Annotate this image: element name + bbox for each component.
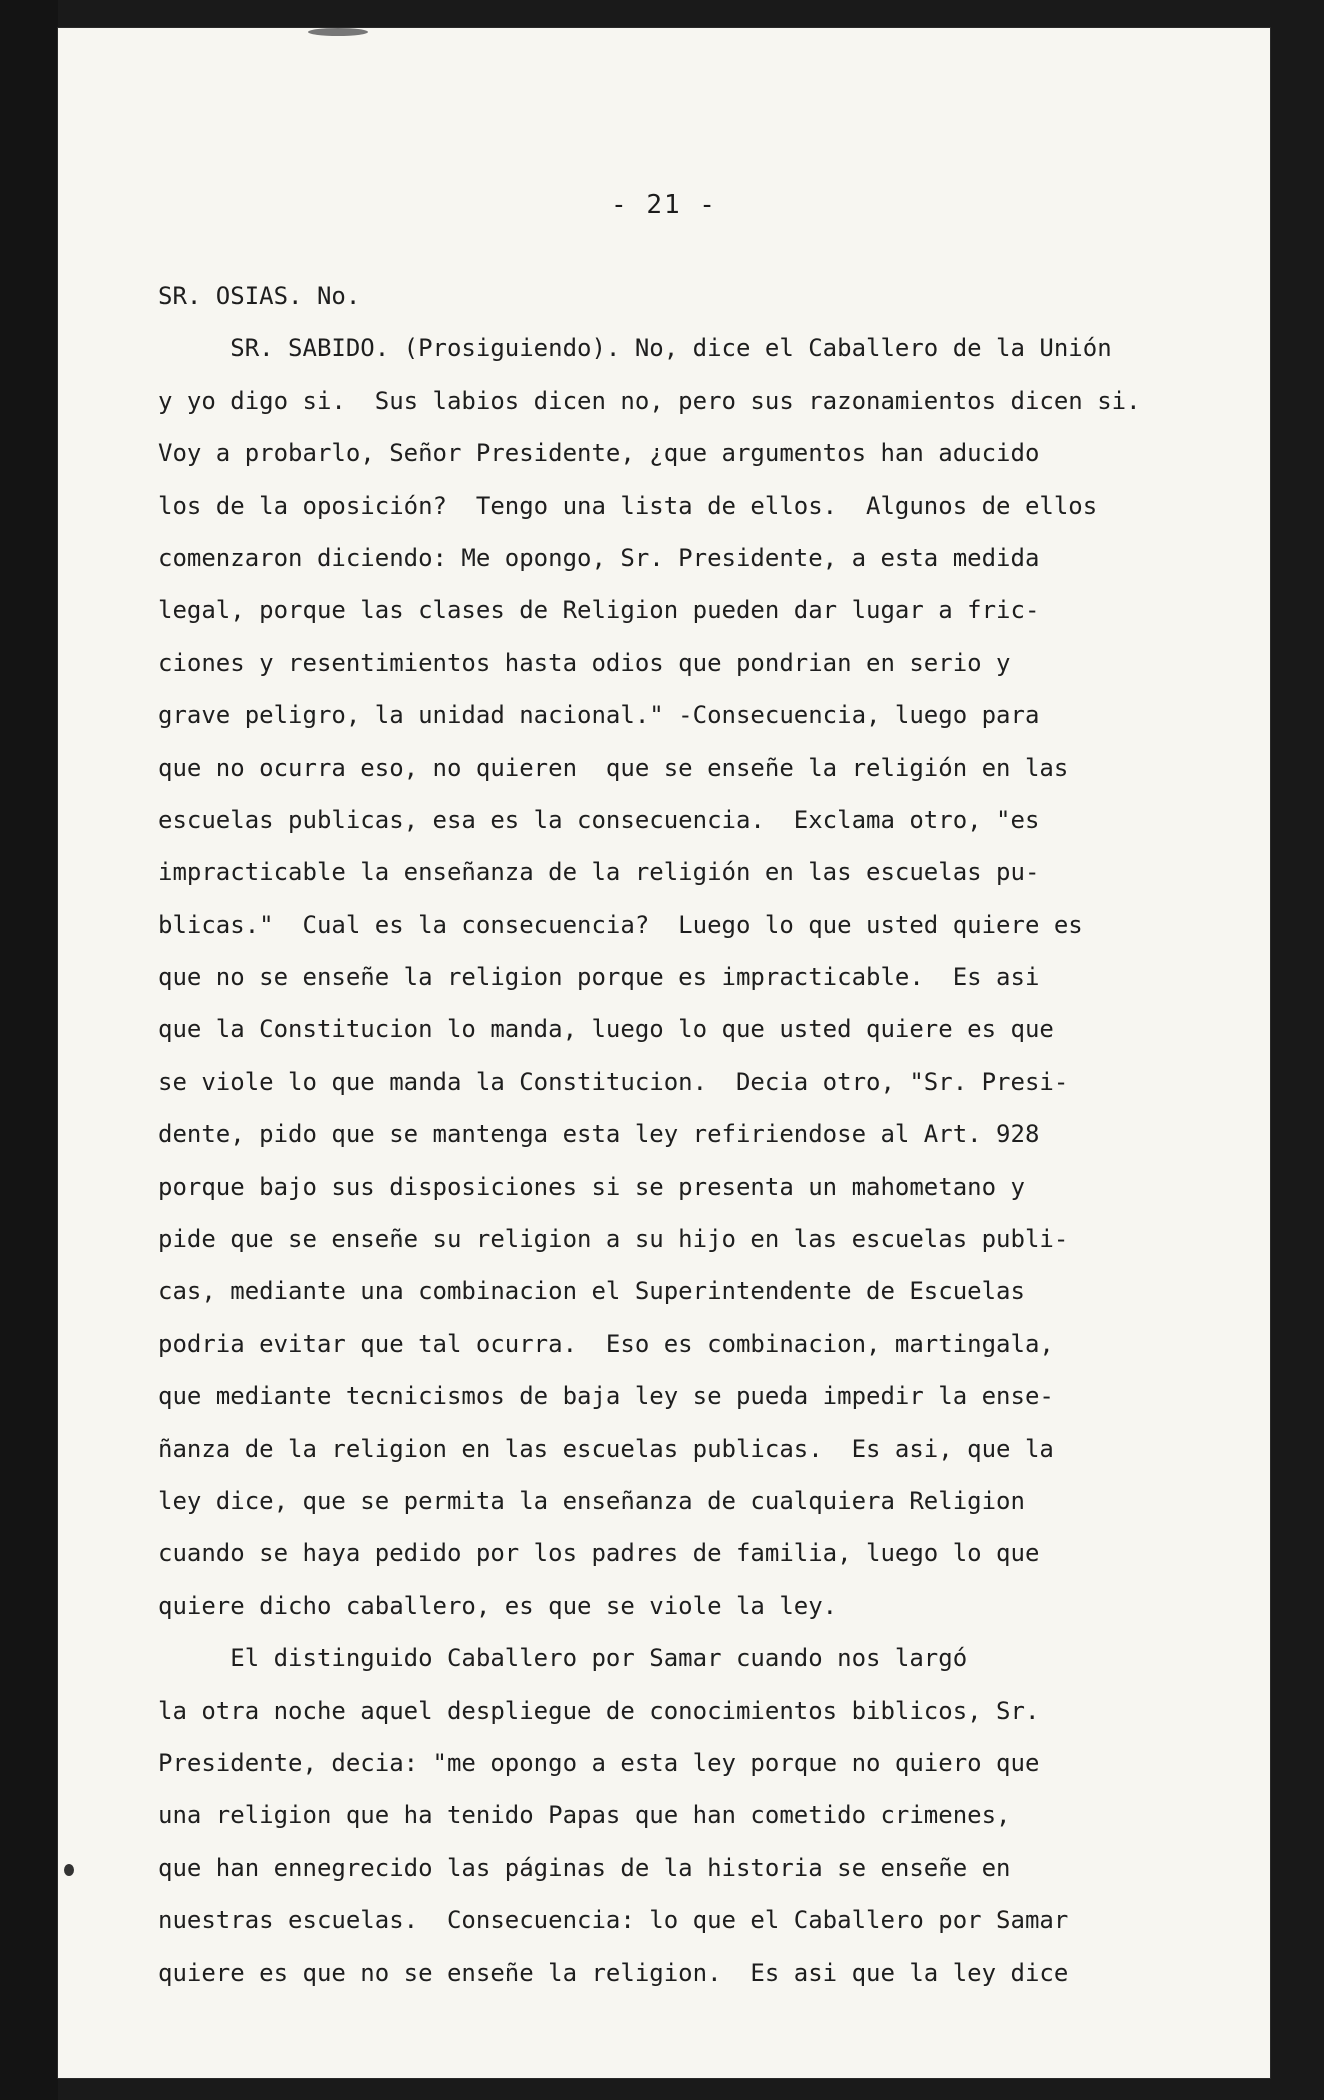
ink-speck xyxy=(64,1864,74,1876)
text-line: que no ocurra eso, no quieren que se enseñe la religión en las xyxy=(158,753,1069,782)
text-line: nuestras escuelas. Consecuencia: lo que el Caballero por Samar xyxy=(158,1906,1069,1935)
text-line: ñanza de la religion en las escuelas publicas. Es asi, que la xyxy=(158,1434,1054,1463)
text-line: cuando se haya pedido por los padres de familia, luego lo que xyxy=(158,1539,1040,1568)
text-line: Voy a probarlo, Señor Presidente, ¿que argumentos han aducido xyxy=(158,439,1040,468)
text-line: blicas." Cual es la consecuencia? Luego lo que usted quiere es xyxy=(158,910,1083,939)
text-line: legal, porque las clases de Religion pueden dar lugar a fric- xyxy=(158,596,1040,625)
text-line: los de la oposición? Tengo una lista de ellos. Algunos de ellos xyxy=(158,491,1098,520)
text-line: que la Constitucion lo manda, luego lo que usted quiere es que xyxy=(158,1015,1054,1044)
text-line: grave peligro, la unidad nacional." -Consecuencia, luego para xyxy=(158,701,1040,730)
text-line: se viole lo que manda la Constitucion. Decia otro, "Sr. Presi- xyxy=(158,1067,1069,1096)
text-line: escuelas publicas, esa es la consecuencia. Exclama otro, "es xyxy=(158,805,1040,834)
text-line: podria evitar que tal ocurra. Eso es combinacion, martingala, xyxy=(158,1329,1054,1358)
text-line: impracticable la enseñanza de la religión en las escuelas pu- xyxy=(158,858,1040,887)
typewritten-body xyxy=(158,270,1318,1999)
text-line: cas, mediante una combinacion el Superintendente de Escuelas xyxy=(158,1277,1025,1306)
text-line: El distinguido Caballero por Samar cuando nos largó xyxy=(158,1644,968,1673)
text-line: que han ennegrecido las páginas de la historia se enseñe en xyxy=(158,1853,1011,1882)
ink-speck xyxy=(308,28,368,36)
scan-border-left xyxy=(0,0,58,2100)
page-number: - 21 - xyxy=(611,190,717,220)
document-page xyxy=(58,28,1270,2078)
text-line: que mediante tecnicismos de baja ley se pueda impedir la ense- xyxy=(158,1382,1054,1411)
text-line: una religion que ha tenido Papas que han cometido crimenes, xyxy=(158,1801,1011,1830)
text-line: porque bajo sus disposiciones si se presenta un mahometano y xyxy=(158,1172,1025,1201)
text-line: pide que se enseñe su religion a su hijo en las escuelas publi- xyxy=(158,1225,1069,1254)
text-line: SR. OSIAS. No. xyxy=(158,282,361,310)
text-line: comenzaron diciendo: Me opongo, Sr. Presidente, a esta medida xyxy=(158,543,1040,572)
text-line: que no se enseñe la religion porque es impracticable. Es asi xyxy=(158,963,1040,992)
text-line: ciones y resentimientos hasta odios que pondrian en serio y xyxy=(158,648,1011,677)
text-line: Presidente, decia: "me opongo a esta ley porque no quiero que xyxy=(158,1748,1040,1777)
text-line: quiere dicho caballero, es que se viole la ley. xyxy=(158,1591,838,1620)
text-line: la otra noche aquel despliegue de conocimientos biblicos, Sr. xyxy=(158,1696,1040,1725)
text-line: SR. SABIDO. (Prosiguiendo). No, dice el Caballero de la Unión xyxy=(158,334,1112,363)
text-line: quiere es que no se enseñe la religion. Es asi que la ley dice xyxy=(158,1958,1069,1987)
text-line: ley dice, que se permita la enseñanza de cualquiera Religion xyxy=(158,1486,1025,1515)
text-line: dente, pido que se mantenga esta ley refiriendose al Art. 928 xyxy=(158,1120,1040,1149)
text-line: y yo digo si. Sus labios dicen no, pero sus razonamientos dicen si. xyxy=(158,386,1141,415)
